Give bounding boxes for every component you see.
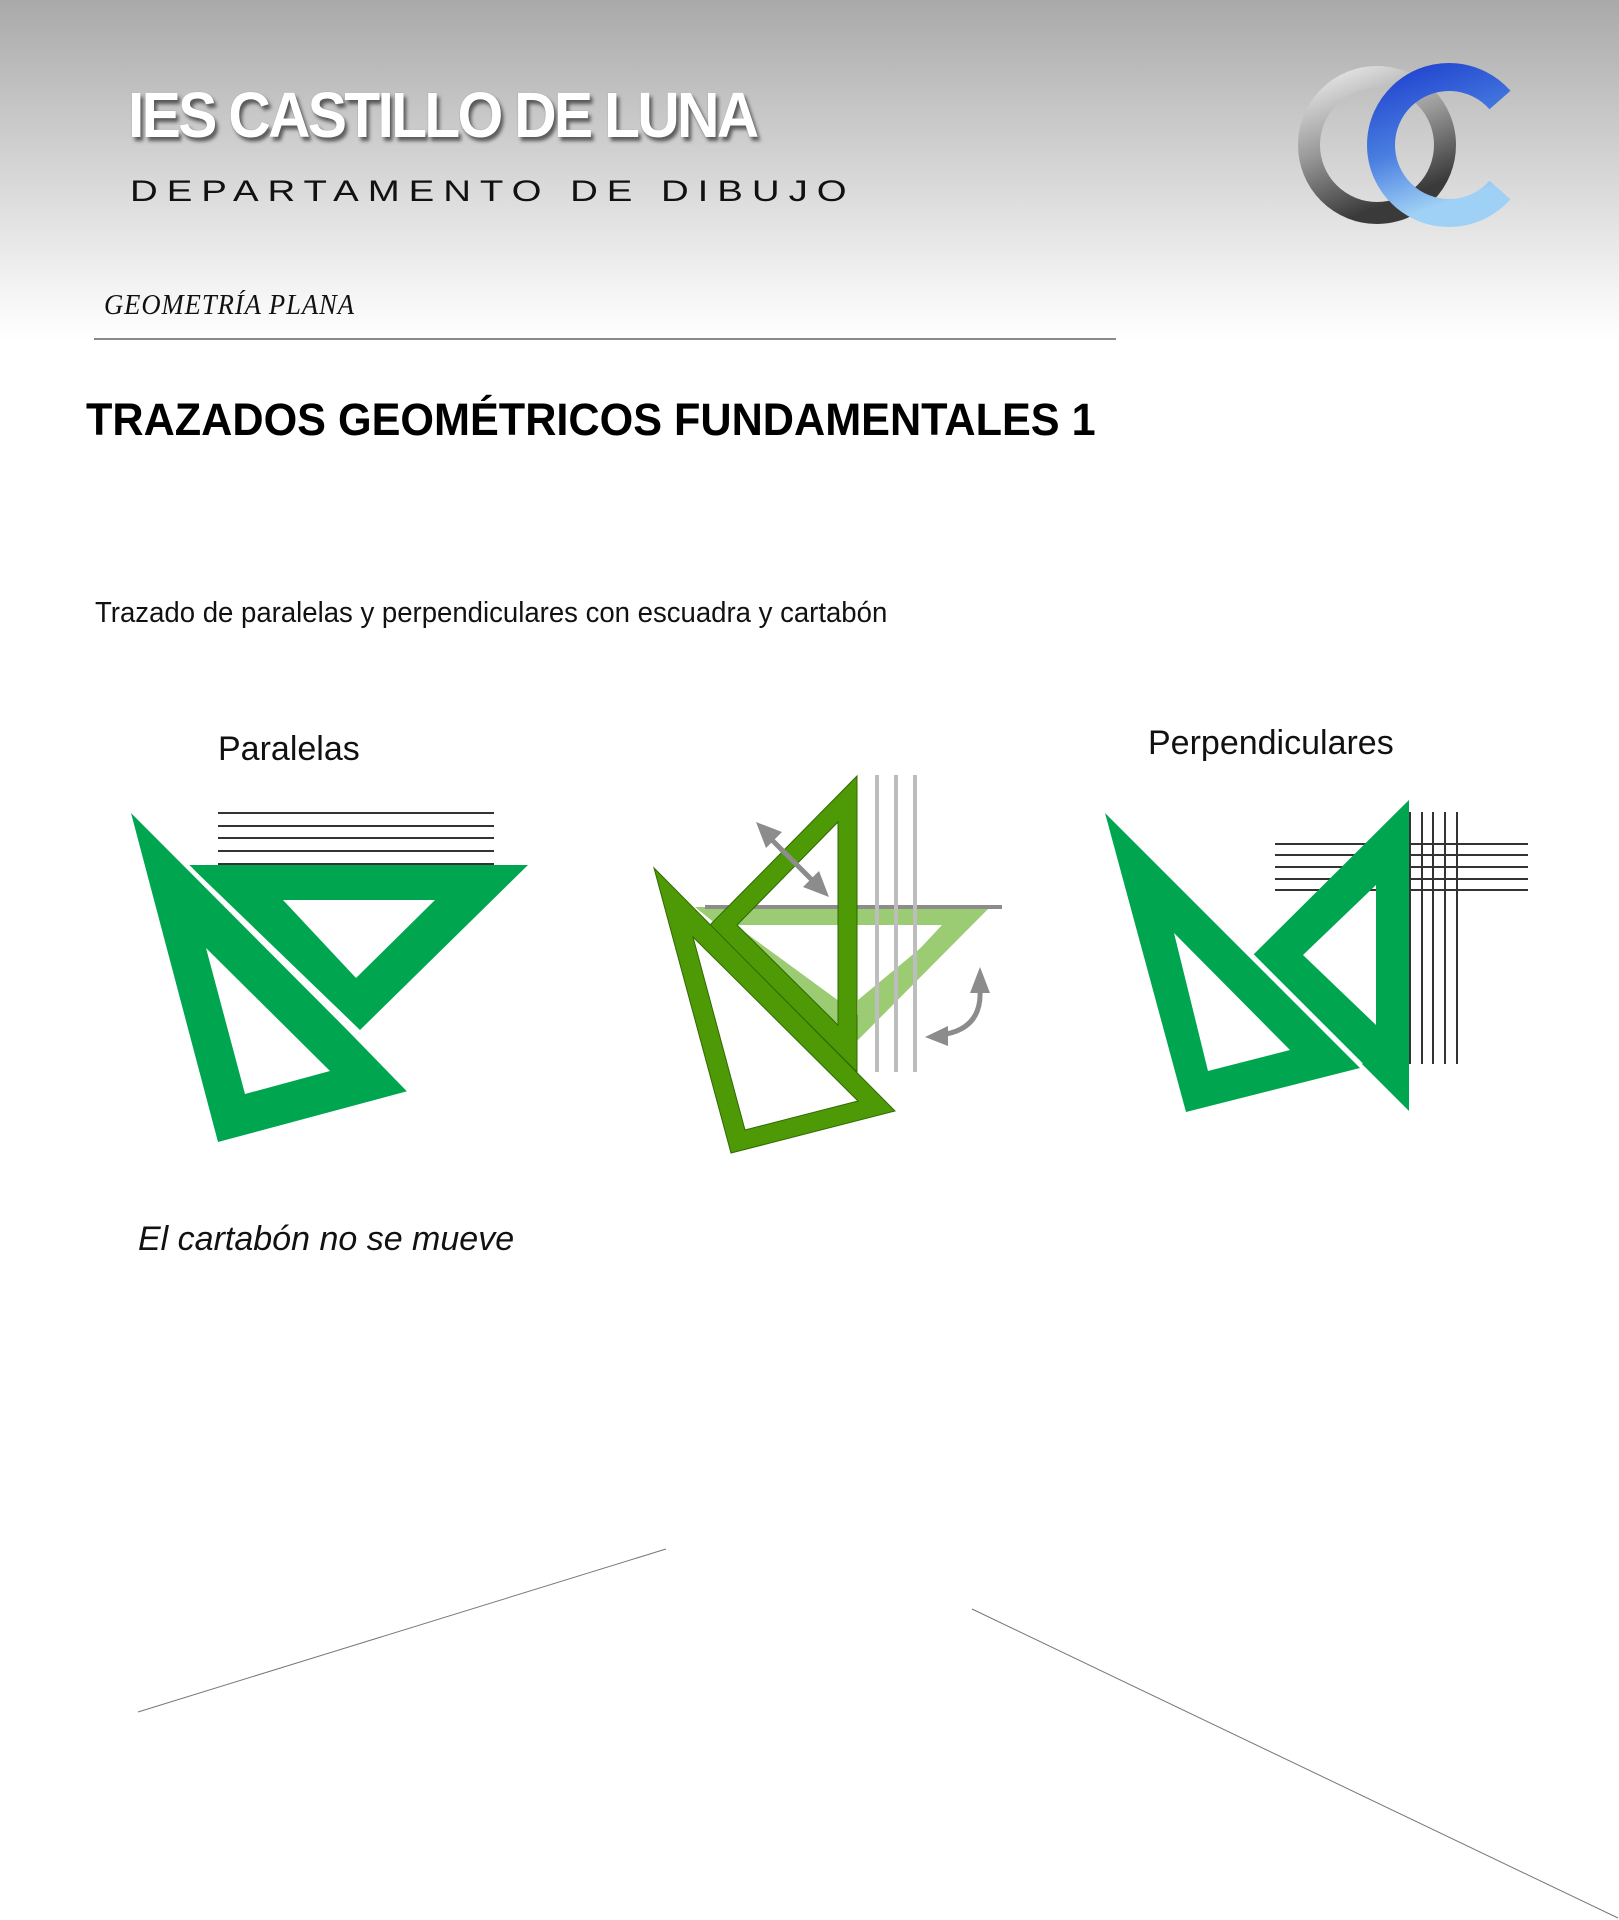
page-subtitle: Trazado de paralelas y perpendiculares con escuadra y cartabón (95, 597, 888, 629)
school-name: IES CASTILLO DE LUNA (128, 79, 757, 151)
figure-note: El cartabón no se mueve (138, 1220, 515, 1258)
figure-label-paralelas: Paralelas (218, 730, 360, 768)
figure-label-perpendiculares: Perpendiculares (1148, 724, 1394, 762)
section-tag: GEOMETRÍA PLANA (104, 290, 355, 321)
page-title: TRAZADOS GEOMÉTRICOS FUNDAMENTALES 1 (86, 394, 1096, 445)
department-name: DEPARTAMENTO DE DIBUJO (130, 175, 856, 208)
